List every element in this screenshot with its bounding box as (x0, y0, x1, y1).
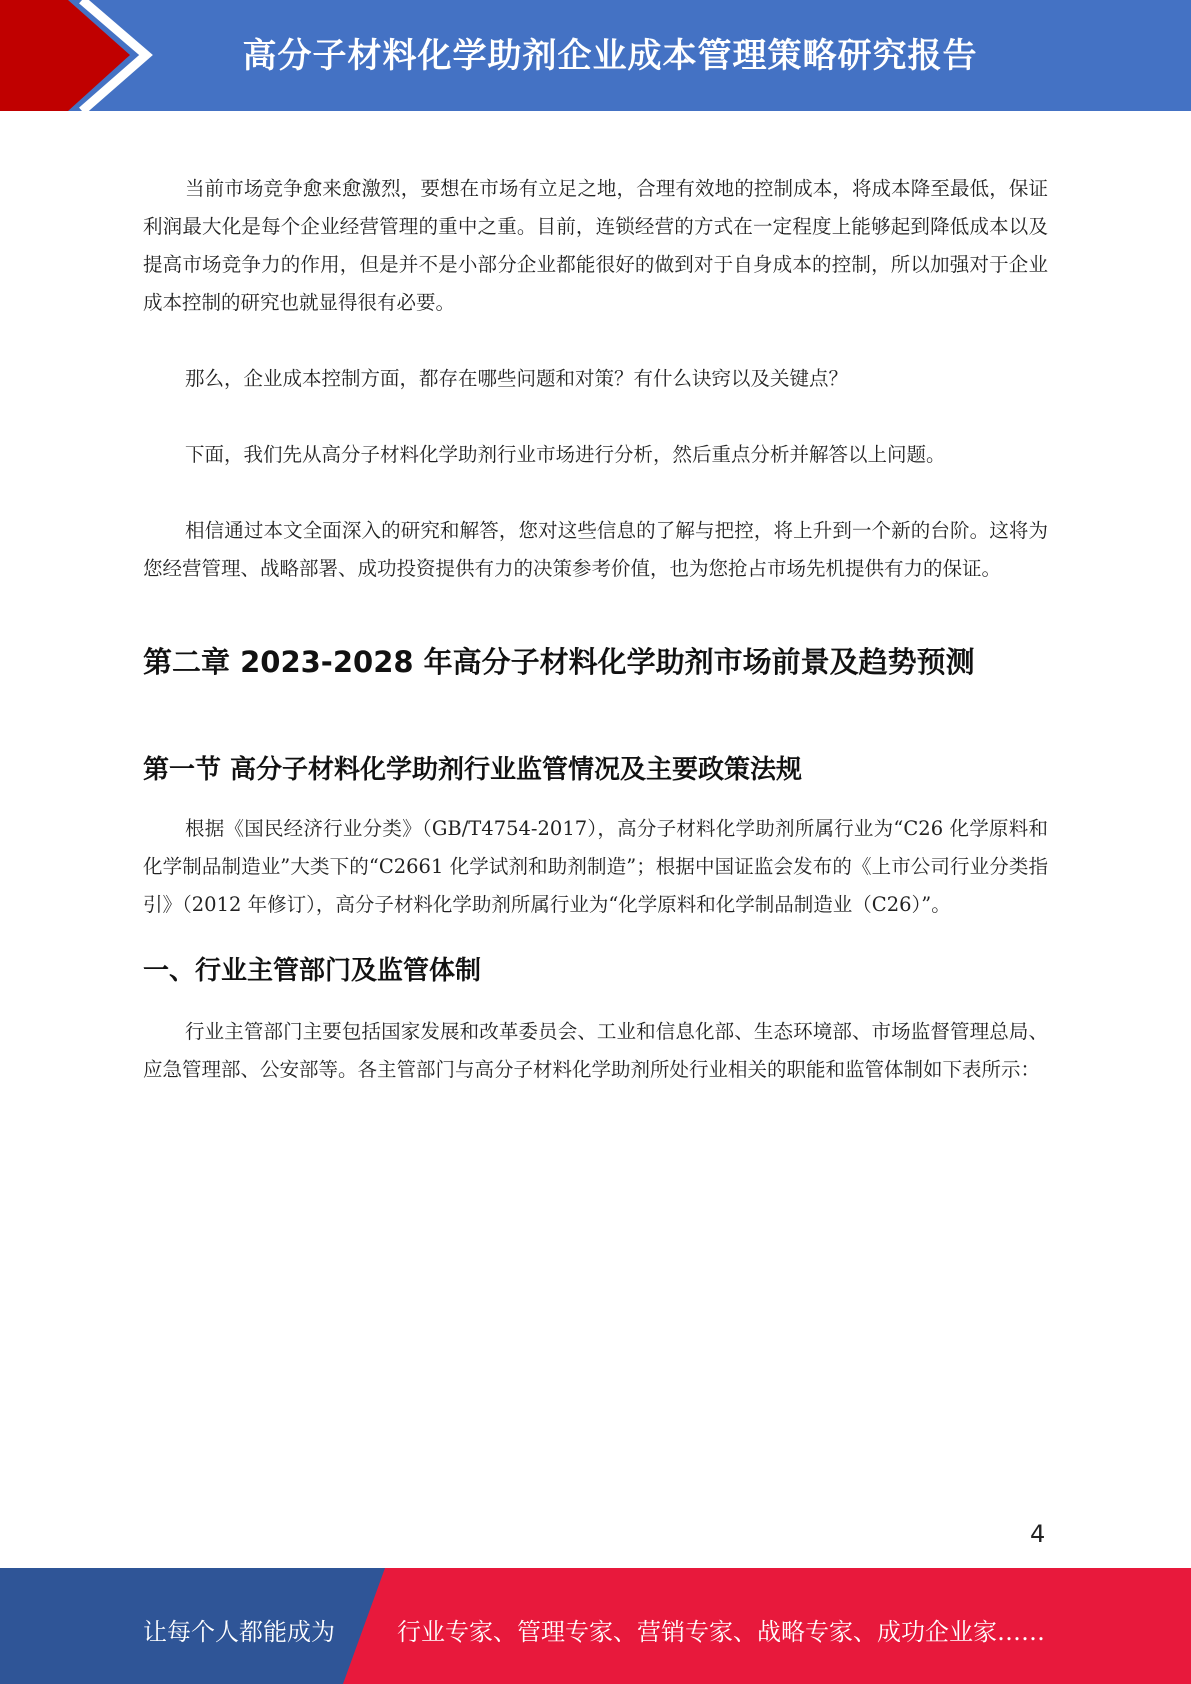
intro-paragraph-1: 当前市场竞争愈来愈激烈，要想在市场有立足之地，合理有效地的控制成本，将成本降至最低，保证利润最大化是每个企业经营管理的重中之重。目前，连锁经营的方式在一定程度上能够起到降低成本以及提高市场竞争力的作用，但是并不是小部分企业都能很好的做到对于自身成本的控制，所以加强对于企业成本控制的研究也就显得很有必要。 (143, 177, 1048, 314)
page-header (0, 0, 1191, 111)
intro-paragraph-2: 那么，企业成本控制方面，都存在哪些问题和对策？有什么诀窍以及关键点？ (185, 367, 849, 390)
intro-paragraph-3: 下面，我们先从高分子材料化学助剂行业市场进行分析，然后重点分析并解答以上问题。 (185, 443, 946, 466)
section-heading: 第一节 高分子材料化学助剂行业监管情况及主要政策法规 (143, 755, 803, 785)
chapter-heading: 第二章 2023-2028 年高分子材料化学助剂市场前景及趋势预测 (143, 645, 975, 679)
section-paragraph-1: 根据《国民经济行业分类》（GB/T4754-2017），高分子材料化学助剂所属行业为“C26 化学原料和化学制品制造业”大类下的“C2661 化学试剂和助剂制造”；根据中国证监会发布的《上市公司行业分类指引》（2012 年修订），高分子材料化学助剂所属行业为“化学原料和化学制品制造业（C26）”。 (143, 817, 1048, 916)
subsection-paragraph-1: 行业主管部门主要包括国家发展和改革委员会、工业和信息化部、生态环境部、市场监督管理总局、应急管理部、公安部等。各主管部门与高分子材料化学助剂所处行业相关的职能和监管体制如下表所示： (143, 1020, 1048, 1081)
page-number: 4 (1030, 1520, 1046, 1548)
subsection-heading: 一、行业主管部门及监管体制 (143, 956, 482, 986)
intro-paragraph-4: 相信通过本文全面深入的研究和解答，您对这些信息的了解与把控，将上升到一个新的台阶。这将为您经营管理、战略部署、成功投资提供有力的决策参考价值，也为您抢占市场先机提供有力的保证。 (143, 519, 1048, 580)
footer-slogan-left: 让每个人都能成为 (143, 1618, 335, 1646)
footer-slogan-right: 行业专家、管理专家、营销专家、战略专家、成功企业家…… (397, 1618, 1045, 1646)
main-content (143, 170, 1048, 1089)
page-footer (0, 1568, 1191, 1684)
report-title: 高分子材料化学助剂企业成本管理策略研究报告 (242, 36, 978, 76)
